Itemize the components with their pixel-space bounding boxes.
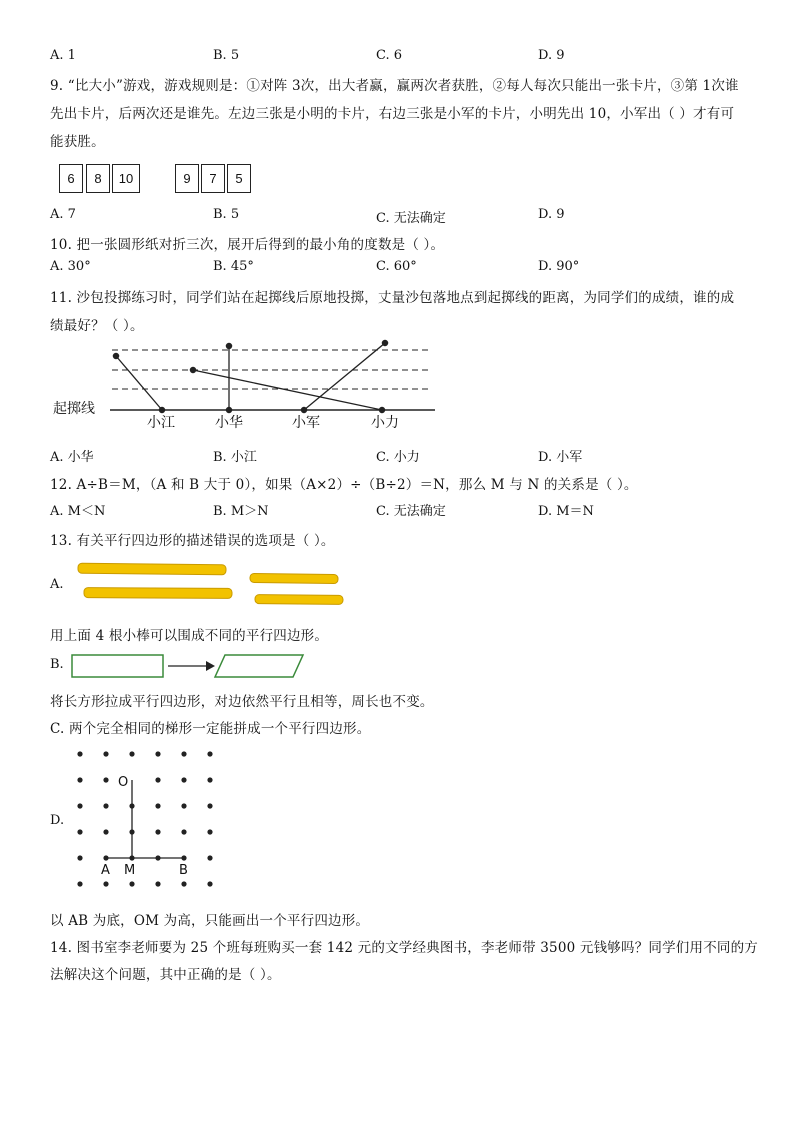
grid-dot — [155, 881, 160, 886]
q8-option-a: A. 1 — [50, 48, 76, 63]
q8-option-c: C. 6 — [376, 48, 403, 63]
q9-option-c: C. 无法确定 — [376, 211, 446, 226]
grid-dot — [207, 855, 212, 860]
q12-text: 12. A÷B＝M，（A 和 B 大于 0），如果（A×2）÷（B÷2）＝N，那么 M 与 N 的关系是（ ）。 — [50, 477, 638, 493]
q9-line-2: 先出卡片，后两次还是谁先。左边三张是小明的卡片，右边三张是小军的卡片，小明先出 10，小军出（ ）才有可 — [50, 106, 735, 122]
grid-dot — [103, 777, 108, 782]
point-m-label: M — [124, 863, 136, 878]
card: 6 — [59, 164, 83, 193]
grid-dot — [103, 881, 108, 886]
card: 5 — [227, 164, 251, 193]
grid-dot — [77, 881, 82, 886]
grid-dot — [129, 751, 134, 756]
point-b-label: B — [179, 863, 188, 878]
throw-line-xiaoli — [193, 370, 382, 410]
grid-dot — [129, 881, 134, 886]
grid-dot — [155, 803, 160, 808]
q12-option-c: C. 无法确定 — [376, 504, 446, 519]
q10-text: 10. 把一张圆形纸对折三次，展开后得到的最小角的度数是（ ）。 — [50, 237, 445, 253]
arrow-head — [206, 661, 215, 671]
stand-dot — [379, 407, 384, 412]
parallelogram-shape — [215, 655, 303, 677]
grid-dot — [77, 829, 82, 834]
rectangle-shape — [72, 655, 163, 677]
q10-option-c: C. 60° — [376, 259, 417, 274]
card: 8 — [86, 164, 110, 193]
q11-option-b: B. 小江 — [213, 450, 257, 465]
q9-option-b: B. 5 — [213, 207, 240, 222]
q10-option-d: D. 90° — [538, 259, 580, 274]
q13-option-a-label: A. — [50, 577, 64, 592]
grid-dot — [103, 751, 108, 756]
grid-dot — [181, 829, 186, 834]
grid-dot — [77, 777, 82, 782]
q11-option-a: A. 小华 — [50, 450, 94, 465]
landing-dot — [226, 343, 231, 348]
q12-option-b: B. M＞N — [213, 504, 269, 519]
q13-rectangle-to-parallelogram — [70, 652, 310, 682]
short-stick — [250, 573, 338, 583]
grid-dot — [155, 751, 160, 756]
landing-dot — [382, 340, 387, 345]
short-stick — [255, 595, 343, 605]
grid-dot — [207, 803, 212, 808]
grid-dot — [103, 803, 108, 808]
name-label: 小江 — [147, 415, 175, 431]
stand-dot — [226, 407, 231, 412]
landing-dot — [113, 353, 118, 358]
grid-dot — [207, 881, 212, 886]
grid-dot — [155, 829, 160, 834]
q13-option-b-text: 将长方形拉成平行四边形，对边依然平行且相等，周长也不变。 — [50, 694, 434, 710]
q9-line-3: 能获胜。 — [50, 134, 105, 150]
grid-dot — [207, 751, 212, 756]
q9-option-d: D. 9 — [538, 207, 565, 222]
grid-dot — [181, 751, 186, 756]
grid-dot — [181, 803, 186, 808]
q11-line-1: 11. 沙包投掷练习时，同学们站在起掷线后原地投掷，丈量沙包落地点到起掷线的距离，为同学们的成绩，谁的成 — [50, 290, 735, 306]
q11-line-2: 绩最好？（ ）。 — [50, 318, 144, 334]
q13-dot-grid — [60, 740, 240, 900]
q13-option-a-text: 用上面 4 根小棒可以围成不同的平行四边形。 — [50, 628, 329, 644]
q14-line-1: 14. 图书室李老师要为 25 个班每班购买一套 142 元的文学经典图书，李老师带 3500 元钱够吗？同学们用不同的方 — [50, 940, 759, 956]
throw-line-xiaojiang — [116, 356, 162, 410]
q11-option-d: D. 小军 — [538, 450, 583, 465]
grid-dot — [103, 829, 108, 834]
q9-option-a: A. 7 — [50, 207, 76, 222]
long-stick — [78, 563, 226, 575]
name-label: 小力 — [371, 415, 399, 431]
name-label: 小华 — [215, 415, 243, 431]
name-label: 小军 — [292, 415, 320, 431]
throw-line-xiaojun — [304, 343, 385, 410]
stand-dot — [301, 407, 306, 412]
grid-dot — [181, 777, 186, 782]
grid-dot — [181, 881, 186, 886]
q13-option-c-text: C. 两个完全相同的梯形一定能拼成一个平行四边形。 — [50, 721, 371, 737]
q13-text: 13. 有关平行四边形的描述错误的选项是（ ）。 — [50, 533, 335, 549]
distance-dashed-lines — [112, 350, 432, 389]
card: 7 — [201, 164, 225, 193]
q10-option-b: B. 45° — [213, 259, 254, 274]
q13-option-d-label: D. — [50, 813, 65, 828]
q13-sticks-figure — [70, 558, 360, 608]
grid-dot — [155, 777, 160, 782]
card: 10 — [112, 164, 140, 193]
grid-dot — [207, 829, 212, 834]
q12-option-a: A. M＜N — [50, 504, 106, 519]
baseline-label: 起掷线 — [53, 401, 95, 417]
grid-dot — [77, 803, 82, 808]
q9-line-1: 9. “比大小”游戏，游戏规则是：①对阵 3次，出大者赢，赢两次者获胜，②每人每次只能出一张卡片，③第 1次谁 — [50, 78, 739, 94]
landing-dot — [190, 367, 195, 372]
card: 9 — [175, 164, 199, 193]
q8-option-b: B. 5 — [213, 48, 240, 63]
q8-option-d: D. 9 — [538, 48, 565, 63]
point-o-label: O — [118, 775, 129, 790]
long-stick — [84, 588, 232, 599]
stand-dot — [159, 407, 164, 412]
q13-option-d-text: 以 AB 为底，OM 为高，只能画出一个平行四边形。 — [50, 913, 370, 929]
grid-dot — [207, 777, 212, 782]
q14-line-2: 法解决这个问题，其中正确的是（ ）。 — [50, 967, 281, 983]
q11-option-c: C. 小力 — [376, 450, 420, 465]
grid-dot — [77, 751, 82, 756]
q12-option-d: D. M＝N — [538, 504, 594, 519]
grid-dot — [77, 855, 82, 860]
q11-throw-figure — [0, 330, 794, 440]
q10-option-a: A. 30° — [50, 259, 91, 274]
q13-option-b-label: B. — [50, 657, 64, 672]
point-a-label: A — [101, 863, 110, 878]
